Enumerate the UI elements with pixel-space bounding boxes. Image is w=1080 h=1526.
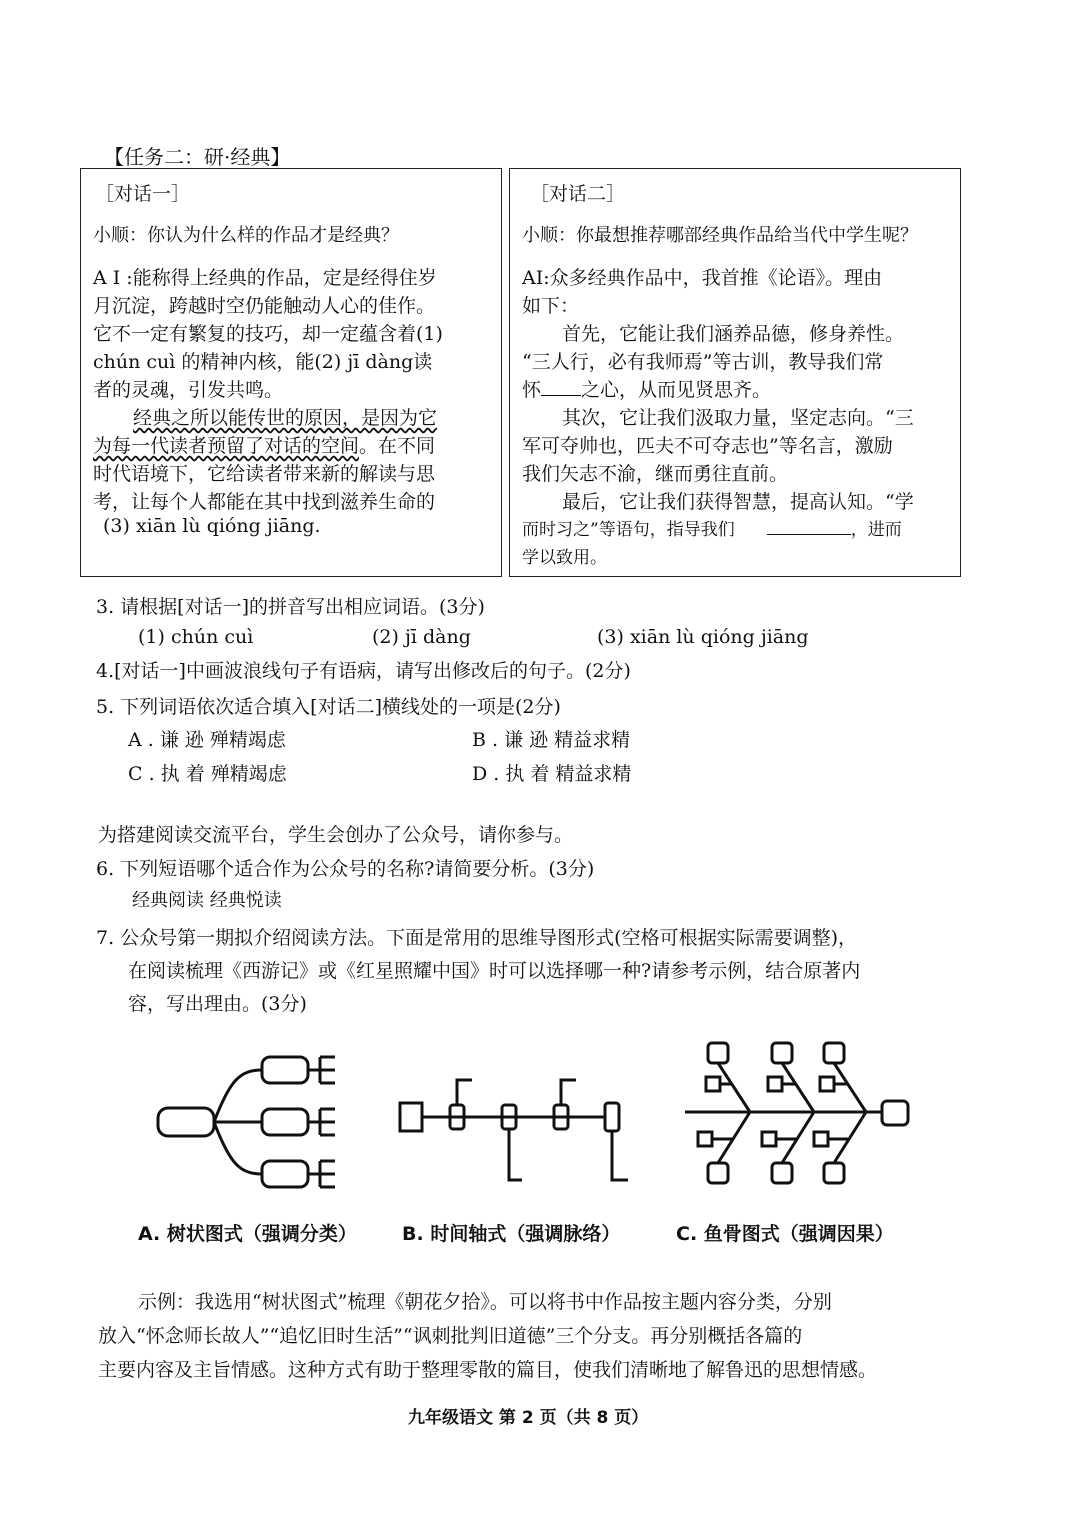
question-7-line2: 在阅读梳理《西游记》或《红星照耀中国》时可以选择哪一种?请参考示例，结合原著内 bbox=[128, 960, 861, 982]
dialog-two-line: 我们矢志不渝，继而勇往直前。 bbox=[522, 463, 789, 485]
wavy-sentence-line2 bbox=[93, 431, 435, 458]
wavy-sentence-part1: 经典之所以能传世的原因，是因为它 bbox=[133, 407, 438, 429]
dialog-one-question: 小顺：你认为什么样的作品才是经典？ bbox=[93, 225, 399, 246]
dialog-two-heading: ［对话二］ bbox=[530, 183, 626, 205]
question-7-line1: 7. 公众号第一期拟介绍阅读方法。下面是常用的思维导图形式(空格可根据实际需要调整)， bbox=[96, 927, 857, 949]
example-line3: 主要内容及主旨情感。这种方式有助于整理零散的篇目，使我们清晰地了解鲁迅的思想情感。 bbox=[98, 1359, 878, 1381]
diagram-a-caption: A. 树状图式（强调分类） bbox=[138, 1223, 357, 1245]
dialog-two-line: 其次，它让我们汲取力量，坚定志向。“三 bbox=[562, 407, 914, 429]
dialog-one-line: A I :能称得上经典的作品，定是经得住岁 bbox=[93, 267, 437, 289]
diagram-c-caption: C. 鱼骨图式（强调因果） bbox=[676, 1223, 894, 1245]
page-footer: 九年级语文 第 2 页（共 8 页） bbox=[408, 1408, 649, 1428]
dialog-one-line: 考，让每个人都能在其中找到滋养生命的 bbox=[93, 491, 436, 513]
q6-options: 经典阅读 经典悦读 bbox=[132, 890, 282, 911]
dialog-one-line: 它不一定有繁复的技巧，却一定蕴含着(1) bbox=[93, 323, 443, 345]
dialog-two-text: ，进而 bbox=[850, 520, 902, 540]
intro-text: 为搭建阅读交流平台，学生会创办了公众号，请你参与。 bbox=[98, 824, 574, 846]
dialog-one-line: 月沉淀，跨越时空仍能触动人心的佳作。 bbox=[93, 295, 436, 317]
fill-blank-2 bbox=[767, 533, 851, 535]
wavy-sentence-part2: 为每一代读者预留了对话的空间 bbox=[93, 435, 360, 457]
dialog-two-text: 之心，从而见贤思齐。 bbox=[581, 379, 772, 401]
question-5: 5. 下列词语依次适合填入[对话二]横线处的一项是(2分) bbox=[96, 696, 561, 718]
q3-pinyin-3: (3) xiān lù qióng jiāng bbox=[597, 626, 809, 648]
dialog-one-heading: ［对话一］ bbox=[95, 183, 191, 205]
dialog-two-line: 学以致用。 bbox=[522, 548, 607, 568]
question-7-line3: 容，写出理由。(3分) bbox=[128, 993, 307, 1015]
dialog-one-line: 时代语境下，它给读者带来新的解读与思 bbox=[93, 463, 436, 485]
dialog-two-line: “三人行，必有我师焉”等古训，教导我们常 bbox=[522, 351, 884, 373]
dialog-two-question: 小顺：你最想推荐哪部经典作品给当代中学生呢？ bbox=[522, 225, 918, 246]
diagram-b-caption: B. 时间轴式（强调脉络） bbox=[402, 1223, 621, 1245]
dialog-one-line: 者的灵魂，引发共鸣。 bbox=[93, 379, 284, 401]
dialog-two-text: 而时习之”等语句，指导我们 bbox=[522, 520, 735, 540]
question-3: 3. 请根据[对话一]的拼音写出相应词语。(3分) bbox=[96, 596, 485, 618]
question-6: 6. 下列短语哪个适合作为公众号的名称?请简要分析。(3分) bbox=[96, 858, 595, 880]
q3-pinyin-1: (1) chún cuì bbox=[138, 626, 254, 648]
tree-diagram bbox=[150, 1040, 350, 1200]
fishbone-diagram bbox=[680, 1035, 920, 1195]
fill-blank-1 bbox=[541, 394, 581, 396]
question-4: 4.[对话一]中画波浪线句子有语病，请写出修改后的句子。(2分) bbox=[96, 660, 631, 682]
timeline-diagram bbox=[392, 1070, 642, 1190]
dialog-one-line: chún cuì 的精神内核，能(2) jī dàng读 bbox=[93, 351, 433, 373]
dialog-two-text: 怀 bbox=[522, 379, 542, 401]
q5-option-a: A . 谦 逊 殚精竭虑 bbox=[128, 729, 286, 751]
q3-pinyin-2: (2) jī dàng bbox=[372, 626, 471, 648]
q5-option-b: B . 谦 逊 精益求精 bbox=[472, 729, 631, 751]
dialog-two-answer bbox=[522, 263, 952, 568]
dialog-two-box bbox=[509, 168, 961, 577]
q5-option-d: D . 执 着 精益求精 bbox=[472, 763, 632, 785]
q5-option-c: C . 执 着 殚精竭虑 bbox=[128, 763, 287, 785]
dialog-two-line-blank bbox=[522, 515, 902, 540]
dialog-one-box bbox=[80, 168, 502, 577]
dialog-two-line: AI:众多经典作品中，我首推《论语》。理由 bbox=[522, 267, 883, 289]
dialog-two-line: 最后，它让我们获得智慧，提高认知。“学 bbox=[562, 491, 914, 513]
dialog-two-line: 军可夺帅也，匹夫不可夺志也”等名言，激励 bbox=[522, 435, 893, 457]
wavy-sentence-rest: 。在不同 bbox=[359, 435, 436, 457]
dialog-two-line-blank bbox=[522, 375, 771, 402]
example-line2: 放入“怀念师长故人”“追忆旧时生活”“讽刺批判旧道德”三个分支。再分别概括各篇的 bbox=[98, 1325, 803, 1347]
example-line1: 示例：我选用“树状图式”梳理《朝花夕拾》。可以将书中作品按主题内容分类，分别 bbox=[138, 1291, 832, 1313]
dialog-two-line: 首先，它能让我们涵养品德，修身养性。 bbox=[562, 323, 905, 345]
dialog-two-line: 如下： bbox=[522, 295, 580, 317]
dialog-one-answer bbox=[93, 263, 493, 563]
dialog-one-line: (3) xiān lù qióng jiāng. bbox=[103, 515, 321, 537]
task-title: 【任务二：研·经典】 bbox=[104, 145, 291, 169]
